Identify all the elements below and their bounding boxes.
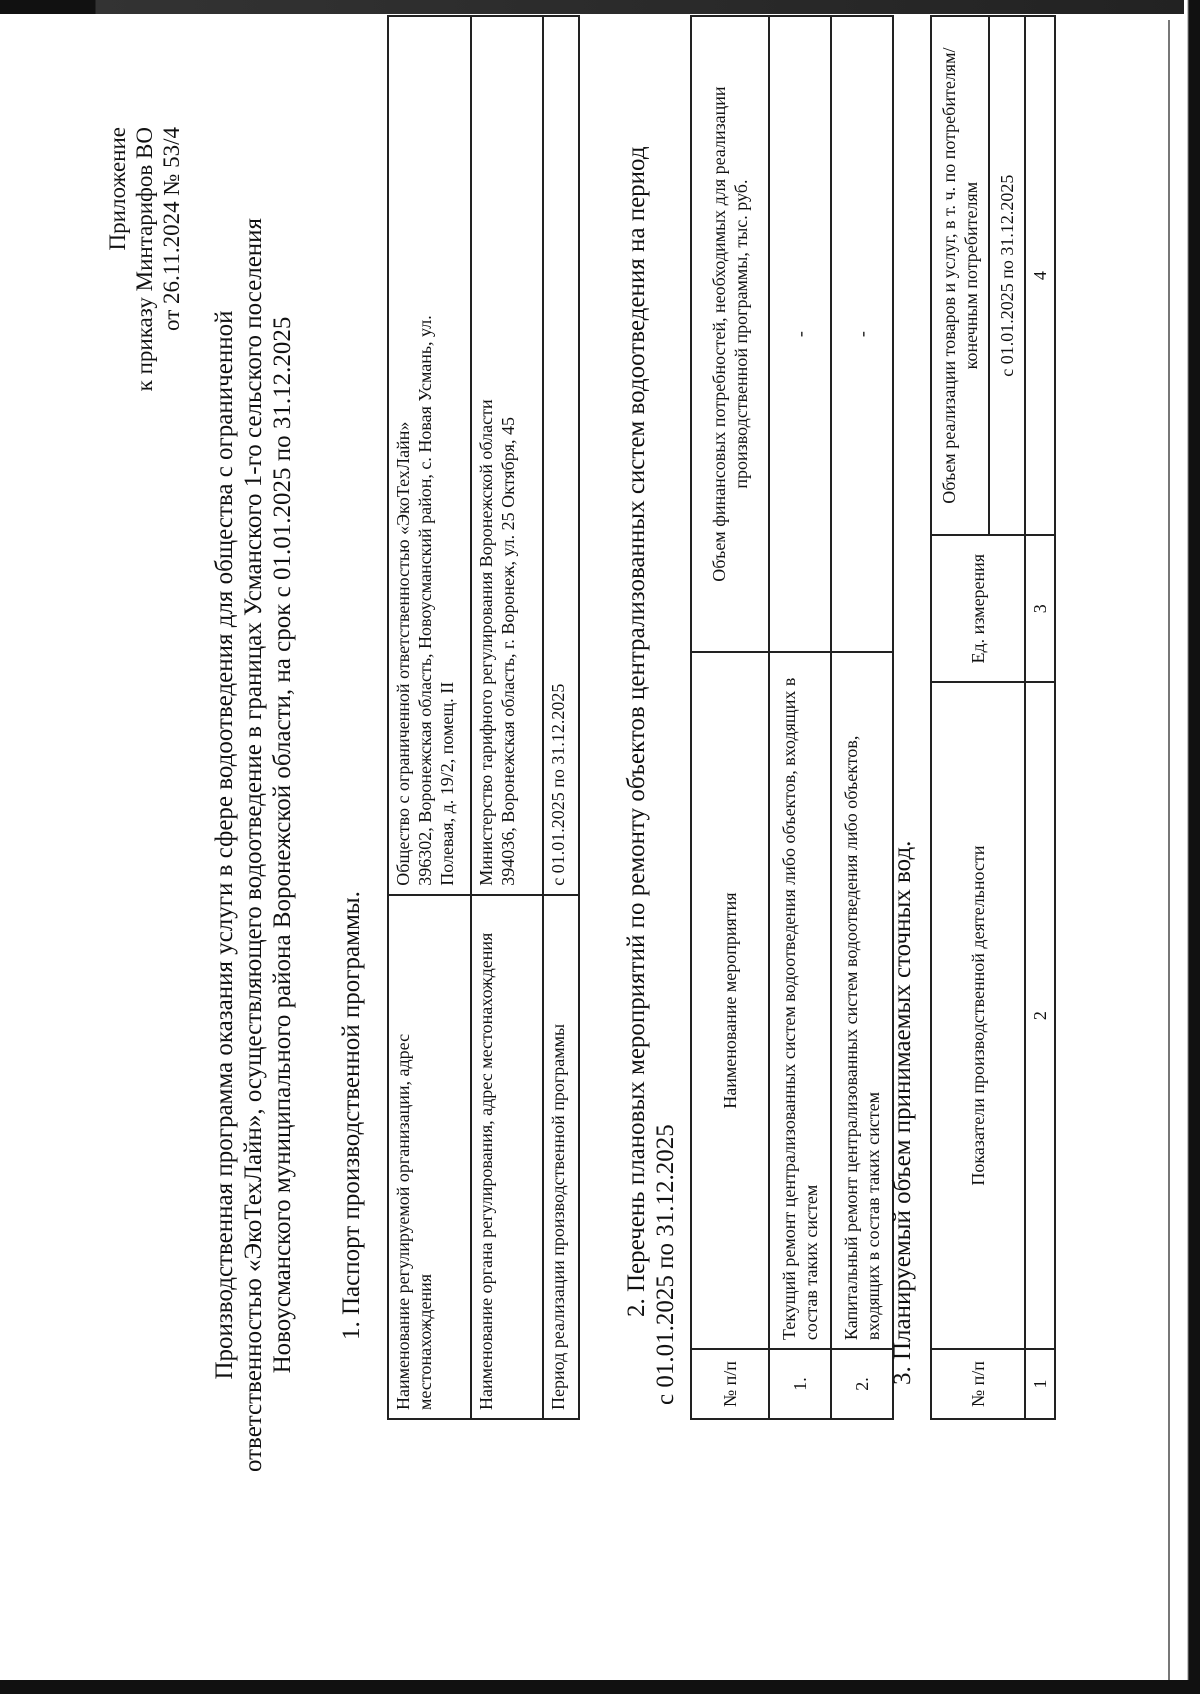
value-line: Общество с ограниченной ответственностью «ЭкоТехЛайн» [393,421,413,886]
value-line: 396302, Воронежская область, Новоусманский район, с. Новая Усмань, ул. [415,315,435,886]
document-title [210,195,297,1495]
value-line: 394036, Воронежская область, г. Воронеж, ул. 25 Октября, 45 [498,417,518,886]
table-row [471,16,543,1419]
row-num: 1. [769,1349,831,1419]
title-line: ответственностью «ЭкоТехЛайн», осуществляющего водоотведение в границах Усманского 1-го сельского поселения [240,217,267,1473]
passport-label: Наименование регулируемой организации, адрес местонахождения [388,895,471,1419]
table-row [691,16,769,1419]
row-name: Текущий ремонт централизованных систем водоотведения либо объектов, входящих в состав таких систем [769,652,831,1349]
col-number: 4 [1025,16,1055,535]
row-num: 2. [831,1349,893,1419]
repair-table [690,15,894,1420]
section2-heading: 2. Перечень плановых мероприятий по ремонту объектов централизованных систем водоотведения на период [623,146,650,1317]
row-value: - [831,16,893,652]
col-header-period: с 01.01.2025 по 31.12.2025 [989,16,1025,535]
col-header-num: № п/п [931,1349,1025,1419]
table-row [769,16,831,1419]
value-line: Полевая, д. 19/2, помещ. II [437,681,457,886]
appendix-line: от 26.11.2024 № 53/4 [159,127,184,331]
col-header-volume: Объем реализации товаров и услуг, в т. ч. по потребителям/ конечным потребителям [931,16,989,535]
section1-heading: 1. Паспорт производственной программы. [338,891,365,1340]
passport-value: с 01.01.2025 по 31.12.2025 [543,16,579,895]
table-row [388,16,471,1419]
table-row [543,16,579,1419]
value-line: Министерство тарифного регулирования Воронежской области [476,399,496,886]
col-number: 2 [1025,682,1055,1349]
col-number: 1 [1025,1349,1055,1419]
appendix-reference [104,127,185,391]
section3-heading: 3. Планируемый объем принимаемых сточных вод. [889,840,916,1385]
row-name: Капитальный ремонт централизованных систем водоотведения либо объектов, входящих в состав таких систем [831,652,893,1349]
col-header-volume: Объем финансовых потребностей, необходимых для реализации производственной программы, тыс. руб. [691,16,769,652]
table-row [1025,16,1055,1419]
col-header-num: № п/п [691,1349,769,1419]
appendix-line: к приказу Минтарифов ВО [132,127,157,392]
title-line: Производственная программа оказания услуги в сфере водоотведения для общества с ограниченной [211,310,238,1380]
col-number: 3 [1025,535,1055,682]
table-row [931,16,989,1419]
passport-label: Наименование органа регулирования, адрес местонахождения [471,895,543,1419]
col-header-unit: Ед. измерения [931,535,1025,682]
appendix-line: Приложение [105,127,130,251]
table-row [831,16,893,1419]
passport-label: Период реализации производственной программы [543,895,579,1419]
scan-border-top [0,0,1200,14]
wastewater-table [930,15,1056,1420]
title-line: Новоусманского муниципального района Воронежской области, на срок с 01.01.2025 по 31.12.2025 [269,316,296,1374]
passport-value [471,16,543,895]
passport-table [387,15,580,1420]
passport-value [388,16,471,895]
col-header-indicator: Показатели производственной деятельности [931,682,1025,1349]
rotated-document-page [0,15,1200,1675]
scan-border-bottom [0,1680,1200,1694]
col-header-name: Наименование мероприятия [691,652,769,1349]
row-value: - [769,16,831,652]
section2-heading-period: с 01.01.2025 по 31.12.2025 [652,1124,679,1405]
